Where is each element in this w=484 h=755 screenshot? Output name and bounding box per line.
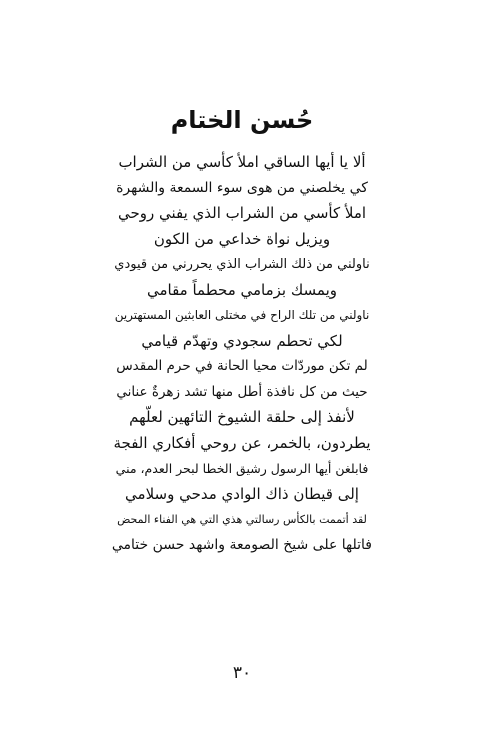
poem-line: كي يخلصني من هوى سوء السمعة والشهرة	[116, 179, 368, 196]
poem-line: فاتلها على شيخ الصومعة واشهد حسن ختامي	[111, 536, 372, 553]
poem-line: ناولني من تلك الراح في مختلى العابثين المستهترين	[114, 308, 370, 322]
poem-line: املأ كأسي من الشراب الذي يفني روحي	[117, 204, 367, 222]
page-number: ٣٠	[232, 663, 252, 683]
poem-line: لم تكن موردّات محيا الحانة في حرم المقدس	[116, 358, 368, 374]
poem-line: ألا يا أيها الساقي املأ كأسي من الشراب	[118, 153, 366, 171]
poem-line: لأنفذ إلى حلقة الشيوخ التائهين لعلّهم	[129, 408, 355, 426]
poem-title: حُسن الختام	[170, 106, 314, 134]
poem-line: ناولني من ذلك الشراب الذي يحررني من قيودي	[114, 257, 370, 272]
poem-line: لقد أتممت بالكأس رسالتي هذي التي هي الفناء المحض	[117, 513, 367, 526]
poem-line: ويمسك بزمامي محطماً مقامي	[146, 280, 337, 299]
poem-line: إلى قيطان ذاك الوادي مدحي وسلامي	[125, 484, 359, 503]
poem-line: حيث من كل نافذة أطل منها تشد زهرةٌ عناني	[116, 383, 368, 400]
poem-line: لكي تحطم سجودي وتهدّم قيامي	[141, 331, 343, 350]
poem-line: فابلغن أيها الرسول رشيق الخطا لبحر العدم، مني	[115, 461, 369, 476]
poem-line: ويزيل نواة خداعي من الكون	[153, 229, 331, 248]
poem-body	[112, 150, 372, 558]
poem-line: يطردون، بالخمر، عن روحي أفكاري الفجة	[113, 433, 371, 452]
